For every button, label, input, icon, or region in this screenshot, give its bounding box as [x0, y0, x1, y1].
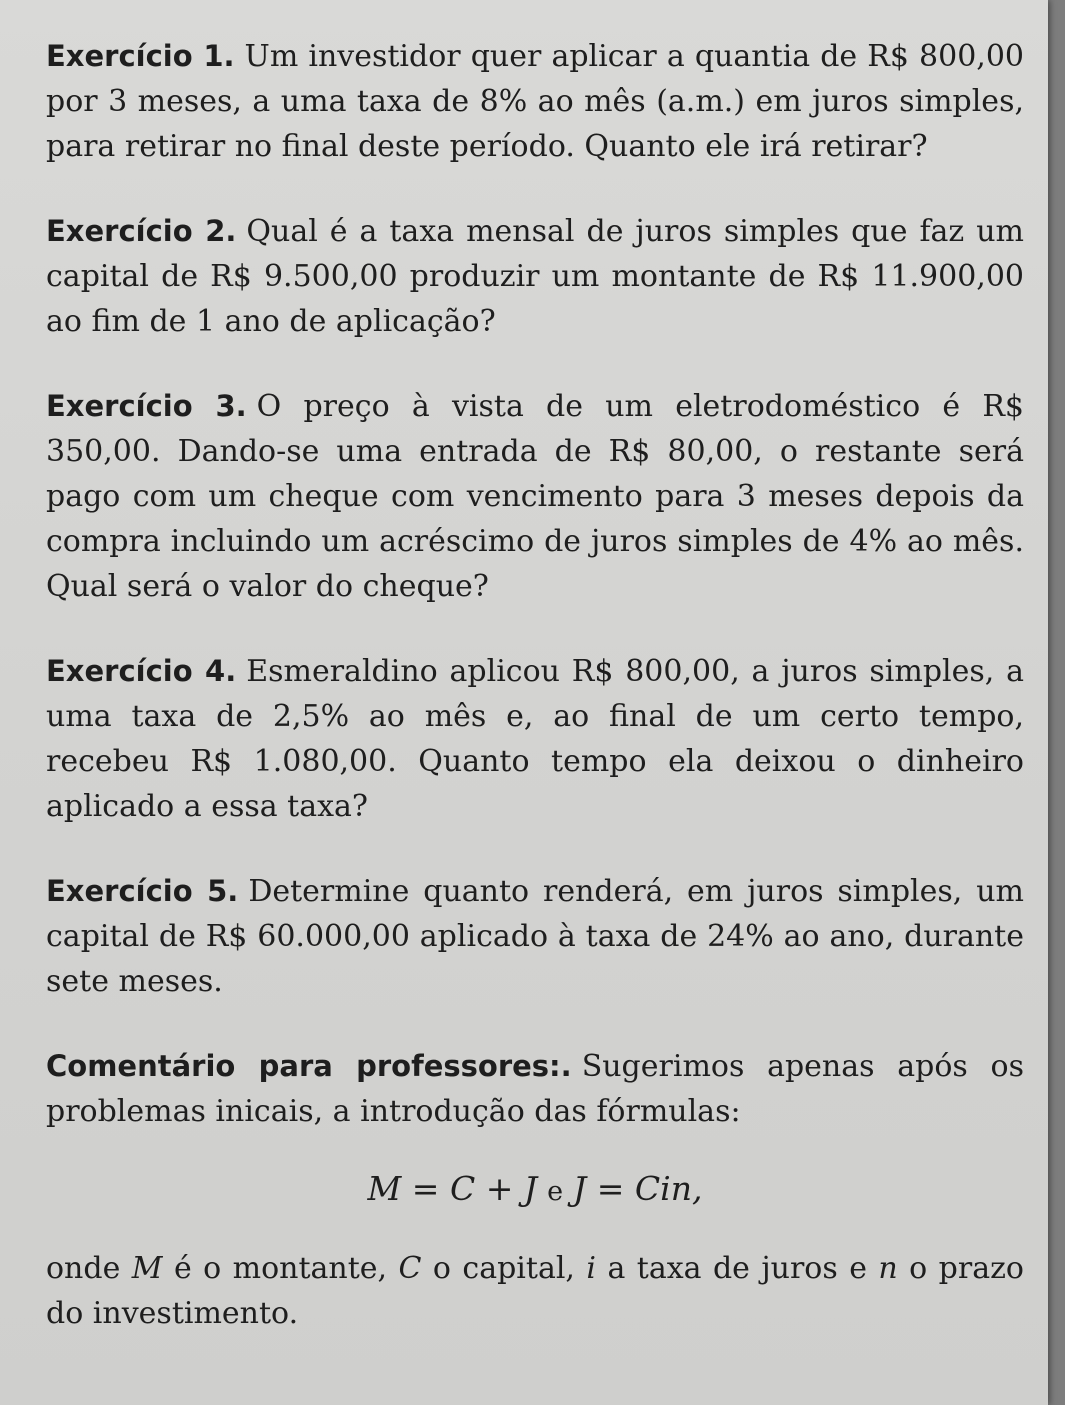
formula-left: M = C + J [367, 1169, 538, 1208]
exercise-2-label: Exercício 2. [46, 214, 237, 248]
exercise-5 [46, 869, 1024, 1004]
variable-c: C [398, 1251, 422, 1286]
closing-text-4: a taxa de juros e [607, 1251, 867, 1286]
exercise-5-label: Exercício 5. [46, 874, 239, 908]
exercise-4-text: Esmeraldino aplicou R$ 800,00, a juros simples, a uma taxa de 2,5% ao mês e, ao final de um certo tempo, recebeu R$ 1.080,00. Quanto tempo ela deixou o dinheiro aplicado a essa taxa? [46, 654, 1024, 824]
teacher-comment [46, 1044, 1024, 1134]
variable-i: i [586, 1251, 597, 1286]
exercise-3-label: Exercício 3. [46, 389, 247, 423]
exercise-1-text: Um investidor quer aplicar a quantia de R$ 800,00 por 3 meses, a uma taxa de 8% ao mês (a.m.) em juros simples, para retirar no final deste período. Quanto ele irá retirar? [46, 39, 1024, 164]
exercise-3-text: O preço à vista de um eletrodoméstico é R$ 350,00. Dando-se uma entrada de R$ 80,00, o restante será pago com um cheque com vencimento para 3 meses depois da compra incluindo um acréscimo de juros simples de 4% ao mês. Qual será o valor do cheque? [46, 389, 1025, 604]
exercise-1-label: Exercício 1. [46, 39, 235, 73]
closing-text-1: onde [46, 1251, 121, 1286]
closing-text-5: o prazo do investimento. [46, 1251, 1024, 1331]
exercise-5-text: Determine quanto renderá, em juros simples, um capital de R$ 60.000,00 aplicado à taxa de 24% ao ano, durante sete meses. [46, 874, 1024, 999]
formula-right: J = Cin, [573, 1169, 703, 1208]
teacher-comment-label: Comentário para professores:. [46, 1049, 572, 1083]
exercise-2 [46, 209, 1024, 344]
variable-m: M [131, 1251, 163, 1286]
exercise-4-label: Exercício 4. [46, 654, 237, 688]
formula [46, 1166, 1024, 1214]
closing-text-2: é o montante, [173, 1251, 388, 1286]
closing-paragraph [46, 1246, 1024, 1336]
variable-n: n [878, 1251, 898, 1286]
formula-conjunction: e [547, 1176, 564, 1207]
exercise-2-text: Qual é a taxa mensal de juros simples que faz um capital de R$ 9.500,00 produzir um montante de R$ 11.900,00 ao fim de 1 ano de aplicação? [46, 214, 1024, 339]
teacher-comment-text: Sugerimos apenas após os problemas inicais, a introdução das fórmulas: [46, 1049, 1024, 1129]
document-body [46, 34, 1024, 1336]
closing-text-3: o capital, [432, 1251, 575, 1286]
exercise-3 [46, 384, 1024, 609]
exercise-1 [46, 34, 1024, 169]
exercise-4 [46, 649, 1024, 829]
